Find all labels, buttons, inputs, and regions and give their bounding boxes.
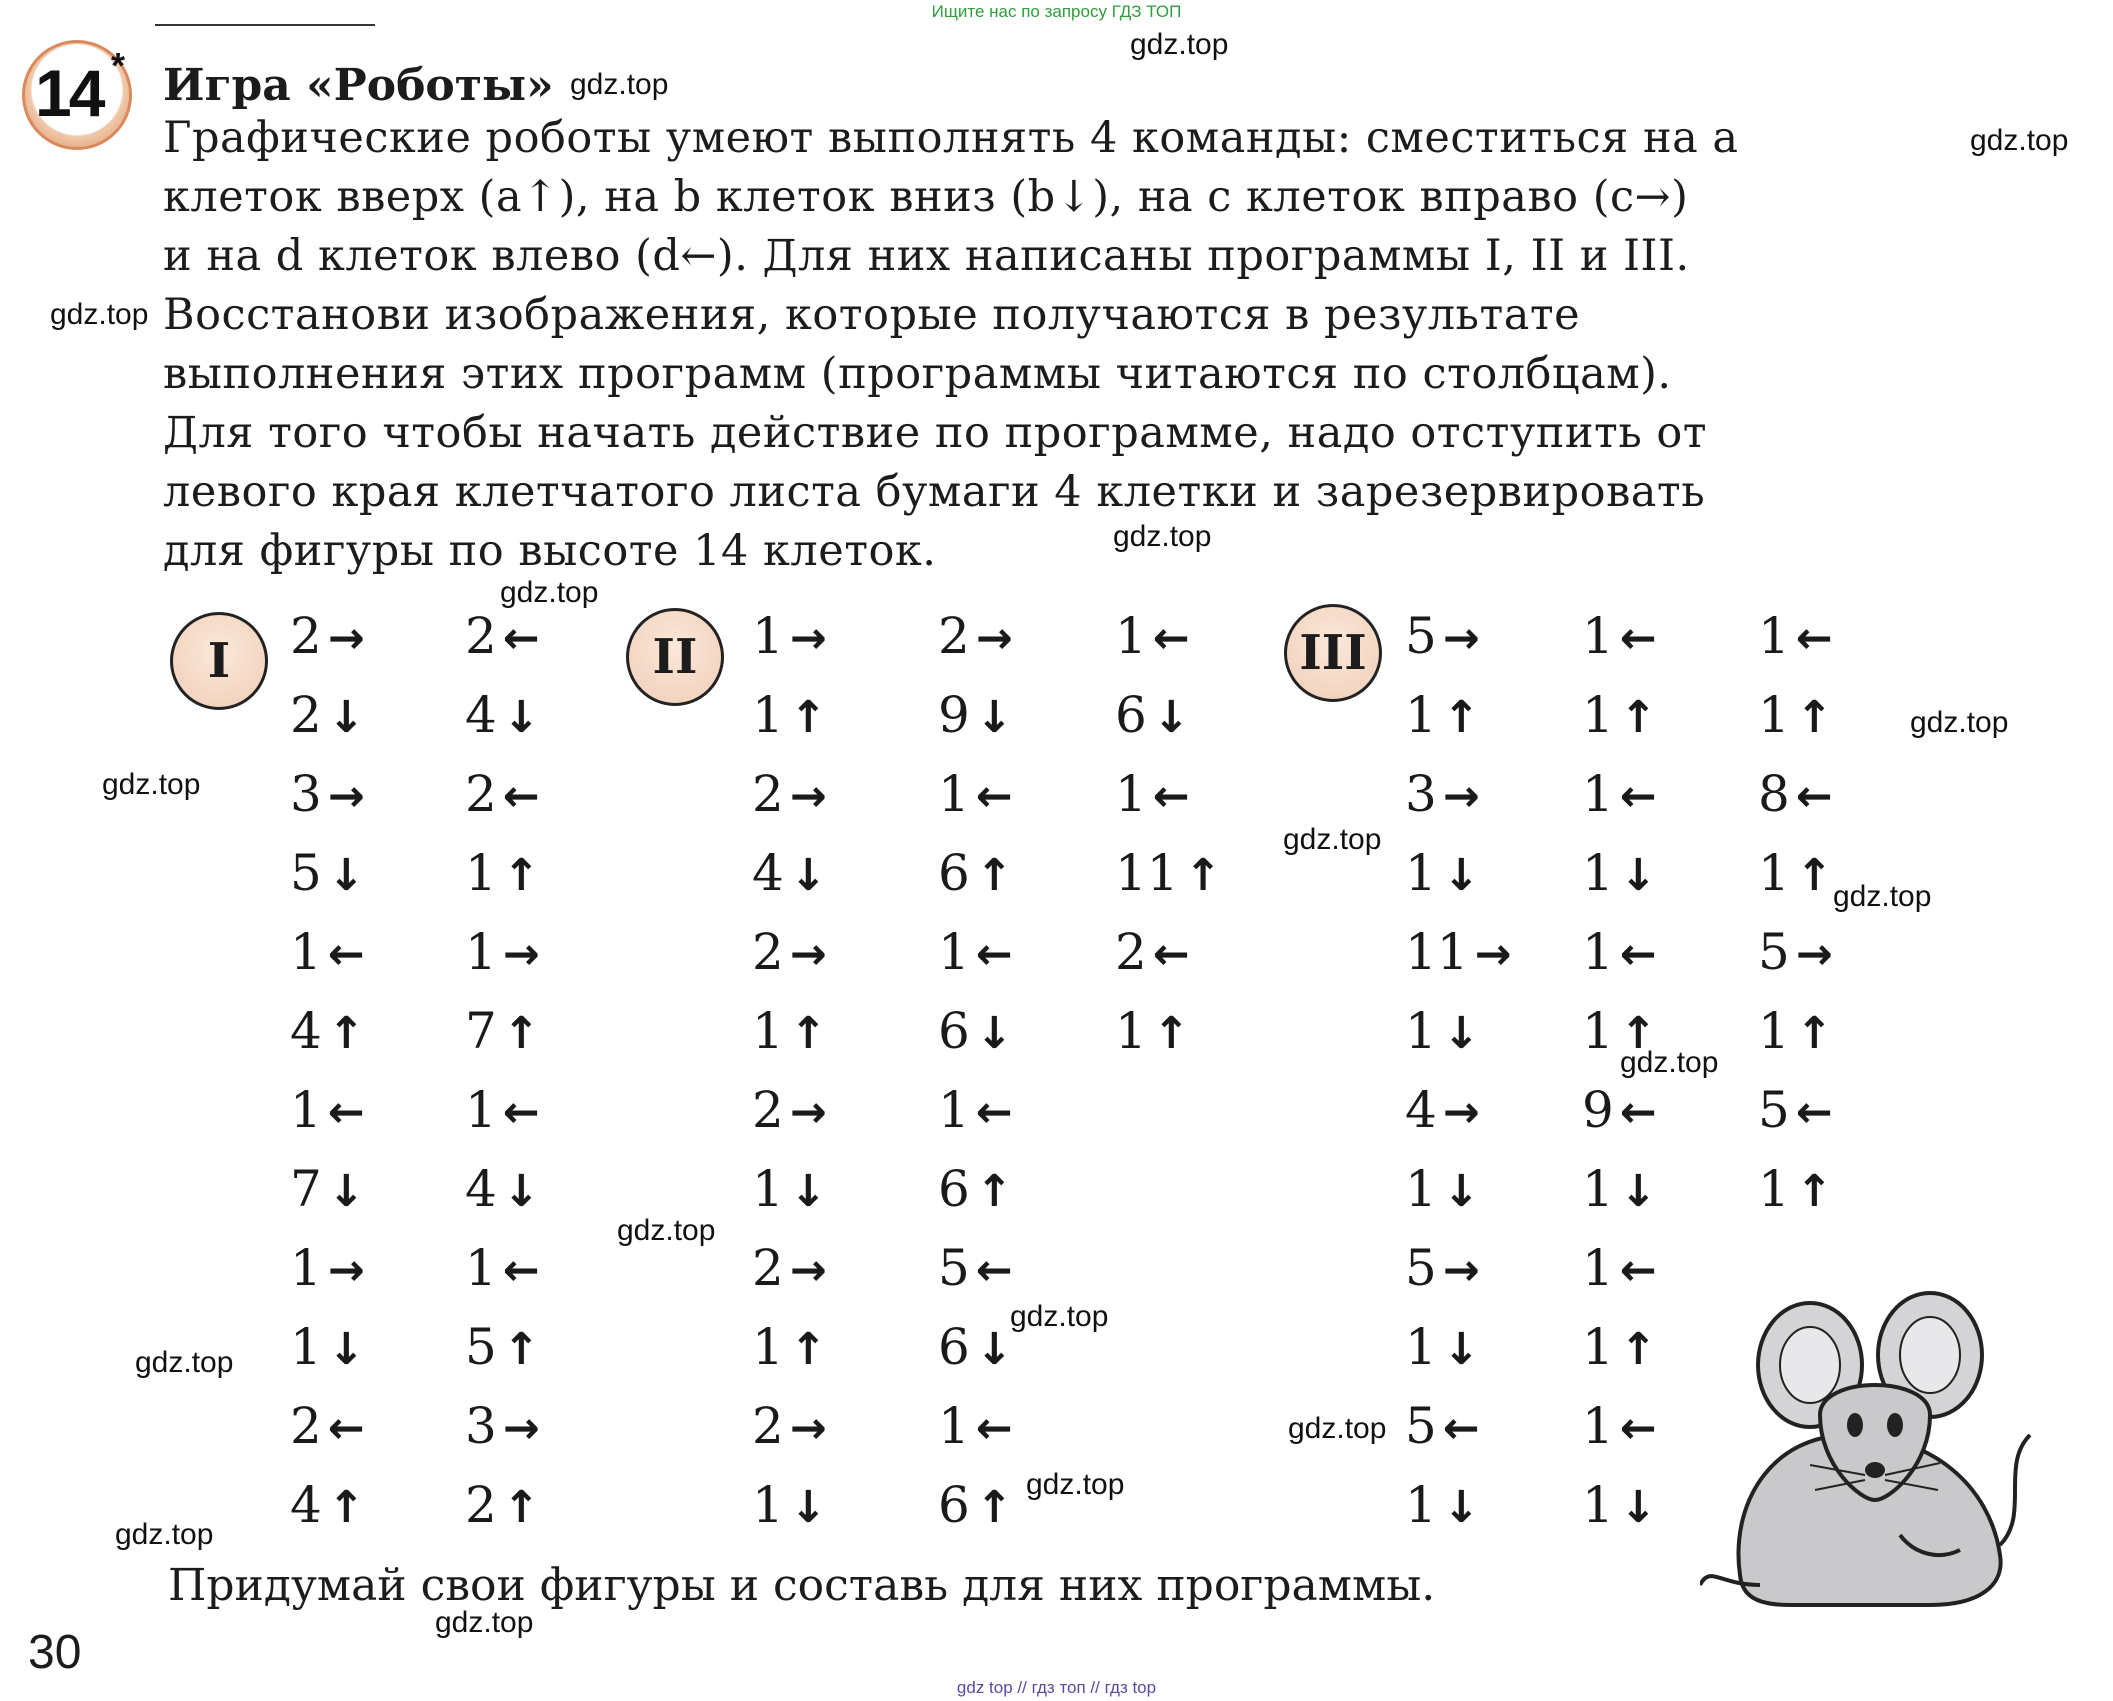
- command-direction-arrow: ↓: [1442, 1166, 1480, 1217]
- command-p1-c1-r8: [290, 1159, 365, 1222]
- command-direction-arrow: ↓: [502, 692, 540, 743]
- command-p3-c2-r10: [1582, 1317, 1657, 1380]
- command-p2-c1-r11: [752, 1396, 827, 1459]
- command-p3-c2-r5: [1582, 922, 1657, 985]
- command-p3-c3-r8: [1758, 1159, 1833, 1222]
- command-direction-arrow: ↑: [502, 1008, 540, 1059]
- command-p2-c2-r3: [938, 764, 1013, 827]
- command-direction-arrow: ↓: [327, 692, 365, 743]
- command-step-count: 9: [938, 686, 970, 744]
- command-step-count: 1: [1115, 765, 1147, 823]
- command-p2-c3-r4: [1115, 843, 1222, 906]
- command-p3-c3-r7: [1758, 1080, 1833, 1143]
- command-direction-arrow: ←: [502, 1245, 540, 1296]
- command-direction-arrow: →: [1442, 771, 1480, 822]
- command-direction-arrow: →: [789, 771, 827, 822]
- command-direction-arrow: ↓: [327, 1166, 365, 1217]
- command-direction-arrow: ←: [327, 1403, 365, 1454]
- command-step-count: 1: [290, 923, 322, 981]
- watermark: gdz.top: [135, 1346, 234, 1379]
- command-p3-c1-r2: [1405, 685, 1480, 748]
- command-direction-arrow: ↓: [1619, 1166, 1657, 1217]
- command-direction-arrow: →: [975, 613, 1013, 664]
- command-p2-c3-r2: [1115, 685, 1190, 748]
- command-p1-c1-r3: [290, 764, 365, 827]
- command-step-count: 1: [1582, 686, 1614, 744]
- command-direction-arrow: ↓: [327, 1324, 365, 1375]
- command-direction-arrow: →: [789, 1245, 827, 1296]
- command-direction-arrow: ↓: [975, 1324, 1013, 1375]
- command-step-count: 1: [1405, 1160, 1437, 1218]
- command-p3-c1-r7: [1405, 1080, 1480, 1143]
- command-step-count: 4: [290, 1476, 322, 1534]
- command-p2-c2-r12: [938, 1475, 1013, 1538]
- command-step-count: 1: [752, 1160, 784, 1218]
- command-direction-arrow: ↑: [1795, 1008, 1833, 1059]
- command-step-count: 2: [290, 607, 322, 665]
- command-direction-arrow: ←: [327, 1087, 365, 1138]
- command-step-count: 4: [465, 1160, 497, 1218]
- watermark: gdz.top: [1010, 1300, 1109, 1333]
- command-direction-arrow: ←: [1795, 613, 1833, 664]
- command-direction-arrow: ↑: [502, 850, 540, 901]
- command-p3-c2-r12: [1582, 1475, 1657, 1538]
- command-direction-arrow: ↓: [1442, 1482, 1480, 1533]
- command-p1-c1-r9: [290, 1238, 365, 1301]
- command-direction-arrow: ←: [1619, 1403, 1657, 1454]
- command-direction-arrow: ←: [975, 771, 1013, 822]
- command-direction-arrow: ↓: [789, 1166, 827, 1217]
- command-step-count: 1: [1115, 607, 1147, 665]
- command-p2-c1-r7: [752, 1080, 827, 1143]
- command-step-count: 5: [1405, 1239, 1437, 1297]
- task-footer: Придумай свои фигуры и составь для них программы.: [168, 1560, 1436, 1611]
- command-p1-c2-r6: [465, 1001, 540, 1064]
- header-rule: [155, 24, 375, 26]
- command-step-count: 2: [752, 923, 784, 981]
- command-p2-c1-r9: [752, 1238, 827, 1301]
- command-step-count: 2: [752, 1239, 784, 1297]
- command-p3-c1-r8: [1405, 1159, 1480, 1222]
- command-p3-c1-r10: [1405, 1317, 1480, 1380]
- command-direction-arrow: ↑: [789, 692, 827, 743]
- command-step-count: 2: [752, 1397, 784, 1455]
- command-step-count: 4: [752, 844, 784, 902]
- command-p2-c2-r6: [938, 1001, 1013, 1064]
- watermark: gdz.top: [1026, 1468, 1125, 1501]
- command-direction-arrow: ↑: [1184, 850, 1222, 901]
- command-p2-c1-r8: [752, 1159, 827, 1222]
- task-text-line-5: выполнения этих программ (программы читаются по столбцам).: [163, 349, 1672, 399]
- command-direction-arrow: ↑: [789, 1324, 827, 1375]
- top-banner: Ищите нас по запросу ГДЗ ТОП: [931, 2, 1182, 21]
- watermark: gdz.top: [1288, 1412, 1387, 1445]
- command-direction-arrow: →: [1442, 613, 1480, 664]
- command-p2-c1-r2: [752, 685, 827, 748]
- command-step-count: 1: [465, 1239, 497, 1297]
- command-step-count: 4: [1405, 1081, 1437, 1139]
- command-direction-arrow: ↑: [1795, 1166, 1833, 1217]
- command-direction-arrow: →: [327, 771, 365, 822]
- command-p2-c1-r12: [752, 1475, 827, 1538]
- command-p3-c3-r1: [1758, 606, 1833, 669]
- command-p2-c2-r5: [938, 922, 1013, 985]
- command-step-count: 1: [1582, 1002, 1614, 1060]
- command-direction-arrow: ↑: [1795, 850, 1833, 901]
- command-direction-arrow: ←: [1442, 1403, 1480, 1454]
- command-step-count: 1: [938, 923, 970, 981]
- command-direction-arrow: →: [1442, 1087, 1480, 1138]
- command-p3-c1-r4: [1405, 843, 1480, 906]
- command-step-count: 1: [752, 686, 784, 744]
- command-direction-arrow: ↑: [1152, 1008, 1190, 1059]
- command-p2-c1-r4: [752, 843, 827, 906]
- task-number: 14: [35, 56, 103, 130]
- command-p2-c2-r4: [938, 843, 1013, 906]
- command-step-count: 1: [1405, 686, 1437, 744]
- command-p2-c1-r5: [752, 922, 827, 985]
- command-step-count: 8: [1758, 765, 1790, 823]
- command-direction-arrow: →: [1442, 1245, 1480, 1296]
- command-p1-c1-r5: [290, 922, 365, 985]
- command-step-count: 1: [290, 1081, 322, 1139]
- command-step-count: 1: [290, 1239, 322, 1297]
- command-step-count: 1: [1758, 844, 1790, 902]
- command-step-count: 1: [1582, 923, 1614, 981]
- program-label-1: I: [170, 612, 268, 710]
- command-direction-arrow: ↓: [975, 1008, 1013, 1059]
- command-step-count: 6: [938, 1318, 970, 1376]
- command-step-count: 5: [1405, 607, 1437, 665]
- command-step-count: 1: [752, 1002, 784, 1060]
- command-direction-arrow: →: [1474, 929, 1512, 980]
- command-step-count: 1: [1405, 844, 1437, 902]
- command-direction-arrow: ↓: [327, 850, 365, 901]
- command-p2-c2-r11: [938, 1396, 1013, 1459]
- command-step-count: 5: [465, 1318, 497, 1376]
- command-p1-c2-r2: [465, 685, 540, 748]
- command-p3-c2-r7: [1582, 1080, 1657, 1143]
- command-p3-c3-r3: [1758, 764, 1833, 827]
- command-direction-arrow: →: [502, 1403, 540, 1454]
- page-number: 30: [28, 1626, 82, 1679]
- command-step-count: 1: [290, 1318, 322, 1376]
- command-p1-c1-r7: [290, 1080, 365, 1143]
- command-direction-arrow: ↑: [975, 1482, 1013, 1533]
- command-p1-c1-r11: [290, 1396, 365, 1459]
- command-direction-arrow: ↓: [1442, 1008, 1480, 1059]
- task-text-line-7: левого края клетчатого листа бумаги 4 клетки и зарезервировать: [163, 467, 1706, 517]
- command-direction-arrow: ↑: [327, 1482, 365, 1533]
- command-step-count: 1: [938, 1081, 970, 1139]
- command-direction-arrow: ↓: [975, 692, 1013, 743]
- command-p1-c2-r1: [465, 606, 540, 669]
- command-direction-arrow: ←: [1152, 929, 1190, 980]
- command-p2-c1-r3: [752, 764, 827, 827]
- command-step-count: 1: [752, 607, 784, 665]
- command-direction-arrow: ↑: [502, 1482, 540, 1533]
- task-text-line-2: клеток вверх (a↑), на b клеток вниз (b↓), на c клеток вправо (c→): [163, 172, 1689, 222]
- program-label-3: III: [1284, 604, 1382, 702]
- command-p3-c1-r1: [1405, 606, 1480, 669]
- command-direction-arrow: ↑: [789, 1008, 827, 1059]
- command-direction-arrow: ↑: [975, 1166, 1013, 1217]
- command-step-count: 7: [290, 1160, 322, 1218]
- task-text-line-3: и на d клеток влево (d←). Для них написаны программы I, II и III.: [163, 231, 1690, 281]
- command-step-count: 2: [465, 765, 497, 823]
- command-step-count: 1: [1582, 1239, 1614, 1297]
- command-p3-c1-r3: [1405, 764, 1480, 827]
- command-p3-c2-r11: [1582, 1396, 1657, 1459]
- command-step-count: 1: [752, 1476, 784, 1534]
- command-p3-c1-r5: [1405, 922, 1512, 985]
- watermark: gdz.top: [115, 1518, 214, 1551]
- task-star: *: [111, 45, 126, 86]
- command-p2-c3-r6: [1115, 1001, 1190, 1064]
- watermark: gdz.top: [500, 576, 599, 609]
- command-p3-c1-r12: [1405, 1475, 1480, 1538]
- command-direction-arrow: ←: [327, 929, 365, 980]
- command-step-count: 1: [1758, 607, 1790, 665]
- command-step-count: 1: [938, 1397, 970, 1455]
- command-p3-c1-r6: [1405, 1001, 1480, 1064]
- command-direction-arrow: ↑: [1619, 1008, 1657, 1059]
- command-p2-c2-r9: [938, 1238, 1013, 1301]
- watermark: gdz.top: [1620, 1046, 1719, 1079]
- command-step-count: 6: [938, 1160, 970, 1218]
- command-p1-c2-r4: [465, 843, 540, 906]
- command-direction-arrow: ↓: [789, 1482, 827, 1533]
- command-direction-arrow: ←: [1619, 1087, 1657, 1138]
- command-direction-arrow: ←: [502, 1087, 540, 1138]
- command-step-count: 1: [465, 844, 497, 902]
- command-direction-arrow: ↑: [327, 1008, 365, 1059]
- command-direction-arrow: →: [327, 1245, 365, 1296]
- command-step-count: 5: [290, 844, 322, 902]
- watermark: gdz.top: [617, 1214, 716, 1247]
- command-direction-arrow: ←: [502, 771, 540, 822]
- command-direction-arrow: ↓: [1442, 850, 1480, 901]
- command-direction-arrow: ←: [1152, 771, 1190, 822]
- command-direction-arrow: ↓: [1152, 692, 1190, 743]
- command-direction-arrow: ↑: [1619, 692, 1657, 743]
- command-step-count: 1: [1405, 1318, 1437, 1376]
- command-p1-c2-r11: [465, 1396, 540, 1459]
- command-step-count: 3: [290, 765, 322, 823]
- command-step-count: 2: [290, 686, 322, 744]
- command-direction-arrow: ↑: [1795, 692, 1833, 743]
- command-step-count: 7: [465, 1002, 497, 1060]
- command-p2-c3-r3: [1115, 764, 1190, 827]
- command-step-count: 1: [1582, 844, 1614, 902]
- command-p3-c2-r1: [1582, 606, 1657, 669]
- command-p1-c2-r9: [465, 1238, 540, 1301]
- command-p3-c1-r11: [1405, 1396, 1480, 1459]
- command-direction-arrow: ↑: [502, 1324, 540, 1375]
- command-step-count: 1: [1758, 686, 1790, 744]
- command-direction-arrow: ←: [1619, 929, 1657, 980]
- command-step-count: 4: [290, 1002, 322, 1060]
- command-step-count: 6: [938, 1476, 970, 1534]
- watermark: gdz.top: [1113, 520, 1212, 553]
- command-p3-c3-r2: [1758, 685, 1833, 748]
- command-p2-c2-r8: [938, 1159, 1013, 1222]
- command-step-count: 1: [465, 1081, 497, 1139]
- watermark: gdz.top: [1833, 880, 1932, 913]
- command-p2-c1-r6: [752, 1001, 827, 1064]
- watermark: gdz.top: [435, 1606, 534, 1639]
- command-p3-c2-r3: [1582, 764, 1657, 827]
- command-direction-arrow: →: [789, 929, 827, 980]
- command-step-count: 1: [1405, 1002, 1437, 1060]
- command-step-count: 4: [465, 686, 497, 744]
- command-step-count: 6: [938, 844, 970, 902]
- task-text-line-1: Графические роботы умеют выполнять 4 команды: сместиться на a: [163, 113, 1739, 163]
- bottom-banner: gdz top // гдз топ // гдз top: [956, 1678, 1157, 1697]
- command-p1-c2-r7: [465, 1080, 540, 1143]
- command-p3-c3-r4: [1758, 843, 1833, 906]
- command-p3-c2-r4: [1582, 843, 1657, 906]
- command-step-count: 2: [465, 1476, 497, 1534]
- command-p1-c1-r10: [290, 1317, 365, 1380]
- command-p2-c1-r10: [752, 1317, 827, 1380]
- command-direction-arrow: →: [789, 1087, 827, 1138]
- command-step-count: 2: [752, 1081, 784, 1139]
- command-p1-c2-r5: [465, 922, 540, 985]
- command-step-count: 1: [752, 1318, 784, 1376]
- command-step-count: 1: [465, 923, 497, 981]
- command-p2-c1-r1: [752, 606, 827, 669]
- command-direction-arrow: →: [789, 613, 827, 664]
- command-direction-arrow: ↑: [1442, 692, 1480, 743]
- command-direction-arrow: ←: [1152, 613, 1190, 664]
- command-direction-arrow: ↑: [1619, 1324, 1657, 1375]
- command-p3-c2-r9: [1582, 1238, 1657, 1301]
- watermark: gdz.top: [1130, 28, 1229, 61]
- command-step-count: 11: [1115, 844, 1179, 902]
- command-step-count: 5: [1758, 923, 1790, 981]
- command-step-count: 2: [1115, 923, 1147, 981]
- command-p2-c3-r5: [1115, 922, 1190, 985]
- command-direction-arrow: ←: [1619, 1245, 1657, 1296]
- command-step-count: 1: [1405, 1476, 1437, 1534]
- command-direction-arrow: ←: [1795, 771, 1833, 822]
- command-direction-arrow: ←: [502, 613, 540, 664]
- command-p2-c2-r10: [938, 1317, 1013, 1380]
- command-step-count: 3: [465, 1397, 497, 1455]
- command-step-count: 6: [1115, 686, 1147, 744]
- command-p1-c1-r1: [290, 606, 365, 669]
- task-number-badge: [22, 40, 132, 150]
- command-step-count: 9: [1582, 1081, 1614, 1139]
- command-step-count: 6: [938, 1002, 970, 1060]
- command-step-count: 1: [1758, 1160, 1790, 1218]
- task-title: Игра «Роботы»: [163, 60, 554, 111]
- program-label-2: II: [626, 608, 724, 706]
- command-direction-arrow: →: [1795, 929, 1833, 980]
- watermark: gdz.top: [1970, 124, 2069, 157]
- task-text-line-8: для фигуры по высоте 14 клеток.: [163, 526, 937, 576]
- command-p3-c3-r6: [1758, 1001, 1833, 1064]
- watermark: gdz.top: [50, 298, 149, 331]
- command-step-count: 1: [1582, 1476, 1614, 1534]
- mouse-illustration: [1700, 1285, 2060, 1615]
- command-p3-c1-r9: [1405, 1238, 1480, 1301]
- command-direction-arrow: →: [789, 1403, 827, 1454]
- command-direction-arrow: ←: [975, 1245, 1013, 1296]
- command-p3-c2-r8: [1582, 1159, 1657, 1222]
- command-direction-arrow: ↓: [1442, 1324, 1480, 1375]
- command-direction-arrow: ←: [1619, 613, 1657, 664]
- command-direction-arrow: ←: [975, 1087, 1013, 1138]
- command-p1-c1-r4: [290, 843, 365, 906]
- command-step-count: 2: [938, 607, 970, 665]
- task-text-line-6: Для того чтобы начать действие по программе, надо отступить от: [163, 408, 1708, 458]
- command-step-count: 5: [1758, 1081, 1790, 1139]
- command-step-count: 11: [1405, 923, 1469, 981]
- watermark: gdz.top: [1910, 706, 2009, 739]
- command-direction-arrow: ↑: [975, 850, 1013, 901]
- command-p1-c1-r12: [290, 1475, 365, 1538]
- command-p1-c2-r12: [465, 1475, 540, 1538]
- command-direction-arrow: ↓: [1619, 1482, 1657, 1533]
- command-p2-c2-r1: [938, 606, 1013, 669]
- command-step-count: 1: [1582, 765, 1614, 823]
- command-direction-arrow: ←: [1619, 771, 1657, 822]
- command-p3-c2-r2: [1582, 685, 1657, 748]
- command-step-count: 1: [1115, 1002, 1147, 1060]
- command-step-count: 1: [1582, 1318, 1614, 1376]
- command-step-count: 2: [465, 607, 497, 665]
- command-step-count: 1: [1582, 607, 1614, 665]
- command-p2-c2-r7: [938, 1080, 1013, 1143]
- command-p1-c2-r10: [465, 1317, 540, 1380]
- watermark: gdz.top: [1283, 823, 1382, 856]
- command-step-count: 1: [1758, 1002, 1790, 1060]
- command-p2-c3-r1: [1115, 606, 1190, 669]
- command-step-count: 1: [938, 765, 970, 823]
- command-direction-arrow: ←: [1795, 1087, 1833, 1138]
- command-p3-c3-r5: [1758, 922, 1833, 985]
- watermark: gdz.top: [102, 768, 201, 801]
- command-step-count: 5: [938, 1239, 970, 1297]
- command-step-count: 5: [1405, 1397, 1437, 1455]
- watermark: gdz.top: [570, 68, 669, 101]
- command-step-count: 2: [752, 765, 784, 823]
- command-direction-arrow: ↓: [502, 1166, 540, 1217]
- command-direction-arrow: ↓: [789, 850, 827, 901]
- command-direction-arrow: ←: [975, 929, 1013, 980]
- command-direction-arrow: ←: [975, 1403, 1013, 1454]
- command-p1-c2-r3: [465, 764, 540, 827]
- task-text-line-4: Восстанови изображения, которые получаются в результате: [163, 290, 1581, 340]
- command-step-count: 3: [1405, 765, 1437, 823]
- command-direction-arrow: →: [502, 929, 540, 980]
- command-direction-arrow: ↓: [1619, 850, 1657, 901]
- command-p1-c1-r6: [290, 1001, 365, 1064]
- command-step-count: 1: [1582, 1397, 1614, 1455]
- command-p2-c2-r2: [938, 685, 1013, 748]
- command-p1-c1-r2: [290, 685, 365, 748]
- command-step-count: 2: [290, 1397, 322, 1455]
- command-direction-arrow: →: [327, 613, 365, 664]
- command-p1-c2-r8: [465, 1159, 540, 1222]
- command-step-count: 1: [1582, 1160, 1614, 1218]
